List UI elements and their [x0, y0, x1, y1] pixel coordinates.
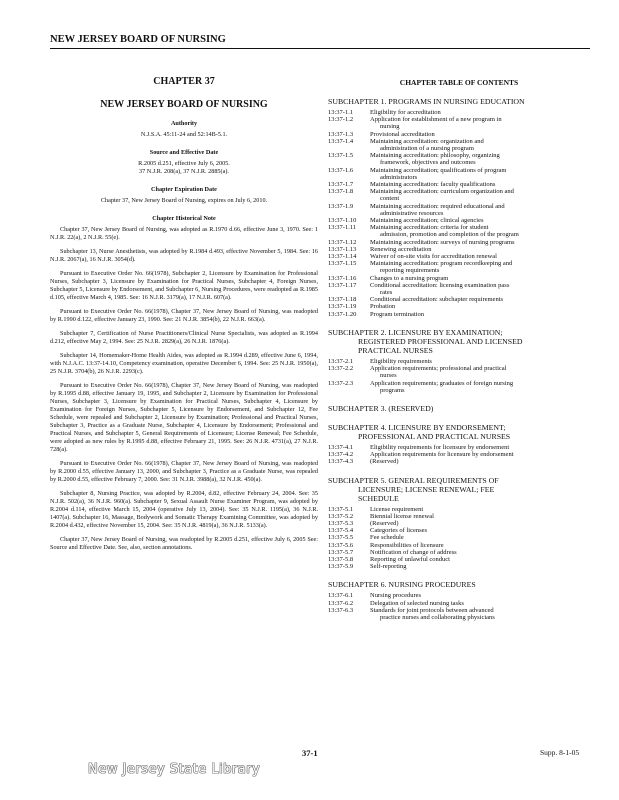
expiration-text: Chapter 37, New Jersey Board of Nursing, expires on July 6, 2010.	[100, 197, 268, 204]
toc-entry	[328, 188, 590, 202]
subchapter-heading	[328, 97, 590, 106]
section-number: 13:37-6.1	[328, 592, 354, 600]
section-title	[370, 513, 590, 520]
section-title-line: Waiver of on-site visits for accreditation renewal	[370, 253, 497, 261]
section-title	[370, 600, 590, 607]
toc-entry	[328, 444, 590, 451]
section-title	[370, 534, 590, 541]
history-paragraph: Chapter 37, New Jersey Board of Nursing, was readopted by R.2005 d.251, effective July 6, 2005 See: Source and Effective Date. See, also, section annotations.	[50, 536, 318, 551]
section-number: 13:37-1.19	[328, 303, 357, 311]
section-title-line: Application requirements; professional and practical	[370, 365, 507, 373]
section-title-line: Responsibilities of licensure	[370, 541, 444, 549]
section-title	[370, 246, 590, 253]
section-title	[370, 563, 590, 570]
section-title	[370, 380, 590, 394]
section-number: 13:37-5.6	[328, 541, 354, 549]
history-paragraph: Subchapter 13, Nurse Anesthetists, was adopted by R.1984 d.493, effective November 5, 1984. See: 16 N.J.R. 2067(a), 16 N.J.R. 3054(d).	[50, 248, 318, 263]
toc-entry	[328, 246, 590, 253]
section-number: 13:37-4.1	[328, 443, 354, 451]
history-notes	[50, 226, 318, 552]
section-title	[370, 224, 590, 238]
section-title-line: admission, promotion and completion of the program	[380, 231, 519, 239]
section-number: 13:37-5.1	[328, 505, 354, 513]
section-title	[370, 607, 590, 621]
section-title	[370, 203, 590, 217]
section-title	[370, 275, 590, 282]
section-title-line: Maintaining accreditation: organization and	[370, 137, 484, 145]
section-title	[370, 181, 590, 188]
section-title	[370, 549, 590, 556]
authority-text: N.J.S.A. 45:11-24 and 52:14B-5.1.	[140, 131, 228, 138]
section-number: 13:37-5.5	[328, 534, 354, 542]
section-title-line: (Reserved)	[370, 458, 399, 466]
section-title-line: License requirement	[370, 505, 424, 513]
section-title-line: Provisional accreditation	[370, 130, 435, 138]
toc-body	[328, 97, 590, 621]
section-title-line: administrators	[380, 173, 418, 181]
right-column	[328, 72, 590, 621]
section-title-line: Maintaining accreditation: curriculum organization and	[370, 188, 514, 196]
section-number: 13:37-1.6	[328, 166, 354, 174]
subchapter-heading-line: SCHEDULE	[358, 493, 399, 503]
toc-entry	[328, 600, 590, 607]
toc-entry	[328, 275, 590, 282]
section-title	[370, 542, 590, 549]
section-title	[370, 167, 590, 181]
section-number: 13:37-6.2	[328, 599, 354, 607]
section-number: 13:37-1.12	[328, 238, 357, 246]
toc-entry	[328, 116, 590, 130]
subchapter-heading	[328, 476, 590, 503]
section-number: 13:37-6.3	[328, 606, 354, 614]
section-number: 13:37-4.2	[328, 451, 354, 459]
toc-entry	[328, 311, 590, 318]
section-number: 13:37-2.2	[328, 365, 354, 373]
section-title-line: Reporting of unlawful conduct	[370, 555, 450, 563]
section-number: 13:37-5.4	[328, 527, 354, 535]
chapter-title: NEW JERSEY BOARD OF NURSING	[100, 99, 268, 110]
section-title	[370, 358, 590, 365]
section-title	[370, 188, 590, 202]
section-title-line: Conditional accreditation: licensing examination pass	[370, 281, 510, 289]
section-number: 13:37-1.17	[328, 281, 357, 289]
subchapter-heading-line: SUBCHAPTER 4. LICENSURE BY ENDORSEMENT;	[328, 422, 506, 432]
section-number: 13:37-5.9	[328, 563, 354, 571]
subchapter-heading-line: SUBCHAPTER 6. NURSING PROCEDURES	[328, 580, 476, 590]
source-heading: Source and Effective Date	[149, 149, 219, 156]
toc-entry	[328, 131, 590, 138]
toc-entry	[328, 607, 590, 621]
section-title	[370, 253, 590, 260]
history-paragraph: Pursuant to Executive Order No. 66(1978), Chapter 37, New Jersey Board of Nursing, was readopted by R.1995 d.88, effective January 19, 1995, and Subchapter 2, Licensure by Examination for Professional Nurses, Subchapter 3, Licensure by Examination for Practical Nurses, Subchapter 4, Licensure by Examination for Foreign Nurses, Subchapter 5, Licensure by Endorsement, and Subchapter 12, Fee Schedule, were repealed and Subchapter 2, Licensure by Examination; Professional and Practical Nurses, Subchapter 3, Practice as a Graduate Nurse, Subchapter 4, Licensure by Endorsement; Professional and Practical Nurses, and Subchapter 5, General Requirements of Licensure; License Renewal; Fee Schedule, were adopted as new rules by R.1995 d.88, effective February 21, 1995. See: 26 N.J.R. 4731(a), 27 N.J.R. 728(a).	[50, 382, 318, 453]
section-number: 13:37-1.2	[328, 116, 354, 124]
section-title-line: Biennial license renewal	[370, 512, 434, 520]
toc-entry	[328, 167, 590, 181]
page-number: 37-1	[302, 748, 318, 758]
section-title-line: Maintaining accreditation: program recordkeeping and	[370, 260, 513, 268]
section-number: 13:37-2.3	[328, 379, 354, 387]
section-title-line: programs	[380, 386, 405, 394]
section-title-line: Maintaining accreditation; clinical agencies	[370, 217, 484, 225]
history-paragraph: Subchapter 14, Homemaker-Home Health Aides, was adopted as R.1994 d.289, effective June 6, 1994, with N.J.A.C. 13:37-14.10, Competency examination, operative December 6, 1994. See: 25 N.J.R. 1950(a), 25 N.J.R. 3704(b), 26 N.J.R. 2293(c).	[50, 352, 318, 375]
section-title	[370, 282, 590, 296]
toc-entry	[328, 542, 590, 549]
section-title	[370, 131, 590, 138]
supplement-date: Supp. 8-1-05	[540, 748, 580, 757]
section-title	[370, 365, 590, 379]
section-title-line: Probation	[370, 303, 396, 311]
section-number: 13:37-1.5	[328, 152, 354, 160]
subchapter-heading-line: SUBCHAPTER 5. GENERAL REQUIREMENTS OF	[328, 475, 499, 485]
section-title-line: Conditional accreditation: subchapter requirements	[370, 296, 504, 304]
section-number: 13:37-1.10	[328, 217, 357, 225]
section-title-line: content	[380, 195, 400, 203]
section-number: 13:37-5.8	[328, 555, 354, 563]
section-title	[370, 303, 590, 310]
section-title	[370, 527, 590, 534]
section-title-line: (Reserved)	[370, 519, 399, 527]
section-title	[370, 296, 590, 303]
section-title	[370, 592, 590, 599]
section-title-line: nurses	[380, 372, 397, 380]
section-title-line: reporting requirements	[380, 267, 440, 275]
section-title-line: administrative resources	[380, 209, 444, 217]
toc-entry	[328, 451, 590, 458]
section-title-line: Delegation of selected nursing tasks	[370, 599, 464, 607]
section-title-line: Eligibility requirements for licensure by endorsement	[370, 443, 510, 451]
section-number: 13:37-1.7	[328, 181, 354, 189]
section-title-line: practice nurses and collaborating physicians	[380, 613, 495, 621]
left-column	[50, 72, 318, 558]
section-number: 13:37-1.8	[328, 188, 354, 196]
section-number: 13:37-1.9	[328, 202, 354, 210]
toc-entry	[328, 380, 590, 394]
toc-entry	[328, 152, 590, 166]
toc-entry	[328, 458, 590, 465]
section-title-line: Eligibility requirements	[370, 357, 432, 365]
subchapter-heading	[328, 423, 590, 441]
subchapter-heading	[328, 404, 590, 413]
subchapter-heading-line: PRACTICAL NURSES	[358, 345, 433, 355]
section-title-line: Maintaining accreditation: criteria for student	[370, 224, 489, 232]
section-title-line: rates	[380, 289, 393, 297]
section-title-line: Categories of licenses	[370, 527, 428, 535]
history-paragraph: Chapter 37, New Jersey Board of Nursing, was adopted as R.1970 d.66, effective June 3, 1970. See: 1 N.J.R. 22(a), 2 N.J.R. 55(e).	[50, 226, 318, 241]
toc-entry	[328, 224, 590, 238]
section-title	[370, 451, 590, 458]
section-title-line: Maintaining accreditation: required educational and	[370, 202, 505, 210]
subchapter-heading-line: SUBCHAPTER 1. PROGRAMS IN NURSING EDUCATION	[328, 97, 525, 106]
history-paragraph: Pursuant to Executive Order No. 66(1978), Chapter 37, New Jersey Board of Nursing, was readopted by R.1990 d.122, effective January 23, 1990. See: 21 N.J.R. 3854(b), 22 N.J.R. 663(a).	[50, 308, 318, 323]
toc-title: CHAPTER TABLE OF CONTENTS	[399, 78, 519, 87]
history-heading: Chapter Historical Note	[152, 215, 216, 222]
section-title-line: Changes to a nursing program	[370, 274, 449, 282]
toc-entry	[328, 520, 590, 527]
section-number: 13:37-1.20	[328, 310, 357, 318]
toc-entry	[328, 239, 590, 246]
section-number: 13:37-1.15	[328, 260, 357, 268]
section-title	[370, 217, 590, 224]
section-title-line: Maintaining accreditation: faculty qualifications	[370, 181, 496, 189]
section-title-line: administration of a nursing program	[380, 145, 474, 153]
toc-entry	[328, 592, 590, 599]
toc-entry	[328, 549, 590, 556]
toc-entry	[328, 513, 590, 520]
section-title	[370, 444, 590, 451]
toc-entry	[328, 282, 590, 296]
toc-entry	[328, 358, 590, 365]
section-title-line: Application requirements; graduates of foreign nursing	[370, 379, 514, 387]
toc-entry	[328, 534, 590, 541]
subchapter-heading-line: SUBCHAPTER 2. LICENSURE BY EXAMINATION;	[328, 327, 503, 337]
section-number: 13:37-4.3	[328, 458, 354, 466]
subchapter-heading-line: REGISTERED PROFESSIONAL AND LICENSED	[358, 336, 523, 346]
section-title	[370, 116, 590, 130]
section-number: 13:37-1.14	[328, 253, 357, 261]
section-title	[370, 109, 590, 116]
section-title-line: Self-reporting	[370, 563, 407, 571]
section-number: 13:37-1.4	[328, 137, 354, 145]
subchapter-heading-line: SUBCHAPTER 3. (RESERVED)	[328, 403, 434, 413]
section-title	[370, 152, 590, 166]
section-title-line: framework, objectives and outcomes	[380, 159, 476, 167]
history-paragraph: Subchapter 8, Nursing Practice, was adopted by R.2004, d.82, effective February 24, 2004. See: 35 N.J.R. 502(a), 36 N.J.R. 960(a). Subchapter 9, Sexual Assault Nurse Examiner Program, was adopted by R.2004 d.114, effective March 15, 2004 (operative July 13, 2004). See: 35 N.J.R. 1195(a), 36 N.J.R. 1407(a). Subchapter 16, Massage, Bodywork and Somatic Therapy Examining Committee, was adopted by R.2004 d.432, effective November 15, 2004. See: 35 N.J.R. 4819(a), 36 N.J.R. 5133(a).	[50, 490, 318, 529]
section-title-line: Eligibility for accreditation	[370, 109, 441, 116]
toc-entry	[328, 506, 590, 513]
section-title-line: Notification of change of address	[370, 548, 457, 556]
section-title	[370, 138, 590, 152]
section-title	[370, 520, 590, 527]
running-head: NEW JERSEY BOARD OF NURSING	[50, 34, 226, 45]
history-paragraph: Pursuant to Executive Order No. 66(1978), Chapter 37, New Jersey Board of Nursing, was readopted by R.2000 d.55, effective January 13, 2000, and Subchapter 3, Practice as a Graduate Nurse, was repealed by R.2000 d.55, effective February 7, 2000. See: 31 N.J.R. 3988(a), 32 N.J.R. 450(a).	[50, 460, 318, 483]
section-number: 13:37-1.3	[328, 130, 354, 138]
toc-entry	[328, 253, 590, 260]
source-text-2: 37 N.J.R. 208(a), 37 N.J.R. 2885(a).	[139, 168, 229, 175]
section-title-line: Application requirements for licensure by endorsement	[370, 451, 514, 459]
section-number: 13:37-2.1	[328, 357, 354, 365]
section-title	[370, 239, 590, 246]
toc-entry	[328, 563, 590, 570]
section-title-line: Maintaining accreditation: philosophy, organizing	[370, 152, 500, 160]
section-title-line: Renewing accreditation	[370, 245, 432, 253]
section-number: 13:37-1.16	[328, 274, 357, 282]
toc-entry	[328, 217, 590, 224]
toc-entry	[328, 365, 590, 379]
section-title-line: Nursing procedures	[370, 592, 422, 600]
section-title	[370, 506, 590, 513]
section-title-line: Standards for joint protocols between advanced	[370, 606, 494, 614]
section-title-line: nursing	[380, 123, 400, 131]
library-watermark: New Jersey State Library	[88, 762, 261, 777]
subchapter-heading-line: LICENSURE; LICENSE RENEWAL; FEE	[358, 484, 495, 494]
section-number: 13:37-1.13	[328, 245, 357, 253]
subchapter-heading	[328, 580, 590, 589]
section-title-line: Program termination	[370, 310, 424, 318]
toc-entry	[328, 296, 590, 303]
history-paragraph: Pursuant to Executive Order No. 66(1978), Subchapter 2, Licensure by Examination for Professional Nurses, Subchapter 3, Licensure by Examination for Practical Nurses, Subchapter 4, Foreign Nurses, Subchapter 5, Licensure by Endorsement, and Subchapter 6, Nursing Procedures, were readopted as R.1985 d.105, effective March 4, 1985. See: 16 N.J.R. 3179(a), 17 N.J.R. 607(a).	[50, 270, 318, 301]
toc-entry	[328, 181, 590, 188]
toc-entry	[328, 260, 590, 274]
subchapter-heading-line: PROFESSIONAL AND PRACTICAL NURSES	[358, 431, 511, 441]
history-paragraph: Subchapter 7, Certification of Nurse Practitioners/Clinical Nurse Specialists, was adopted as R.1994 d.212, effective May 2, 1994. See: 25 N.J.R. 2829(a), 26 N.J.R. 1876(a).	[50, 330, 318, 345]
authority-heading: Authority	[170, 120, 198, 127]
toc-entry	[328, 303, 590, 310]
source-text-1: R.2005 d.251, effective July 6, 2005.	[138, 160, 230, 167]
toc-entry	[328, 527, 590, 534]
section-number: 13:37-1.11	[328, 224, 357, 232]
section-title	[370, 260, 590, 274]
section-number: 13:37-1.18	[328, 296, 357, 304]
section-number: 13:37-1.1	[328, 109, 354, 116]
subchapter-heading	[328, 328, 590, 355]
section-title-line: Maintaining accreditation; qualifications of program	[370, 166, 507, 174]
section-number: 13:37-5.3	[328, 519, 354, 527]
toc-entry	[328, 138, 590, 152]
section-title	[370, 458, 590, 465]
toc-entry	[328, 203, 590, 217]
expiration-heading: Chapter Expiration Date	[151, 186, 217, 193]
section-title	[370, 556, 590, 563]
section-title-line: Fee schedule	[370, 534, 404, 542]
section-title-line: Maintaining accreditation: surveys of nursing programs	[370, 238, 515, 246]
toc-entry	[328, 556, 590, 563]
section-title-line: Application for establishment of a new program in	[370, 116, 502, 124]
section-number: 13:37-5.2	[328, 512, 354, 520]
toc-entry	[328, 109, 590, 116]
header-rule	[50, 48, 590, 49]
section-title	[370, 311, 590, 318]
section-number: 13:37-5.7	[328, 548, 354, 556]
chapter-label: CHAPTER 37	[153, 76, 215, 87]
